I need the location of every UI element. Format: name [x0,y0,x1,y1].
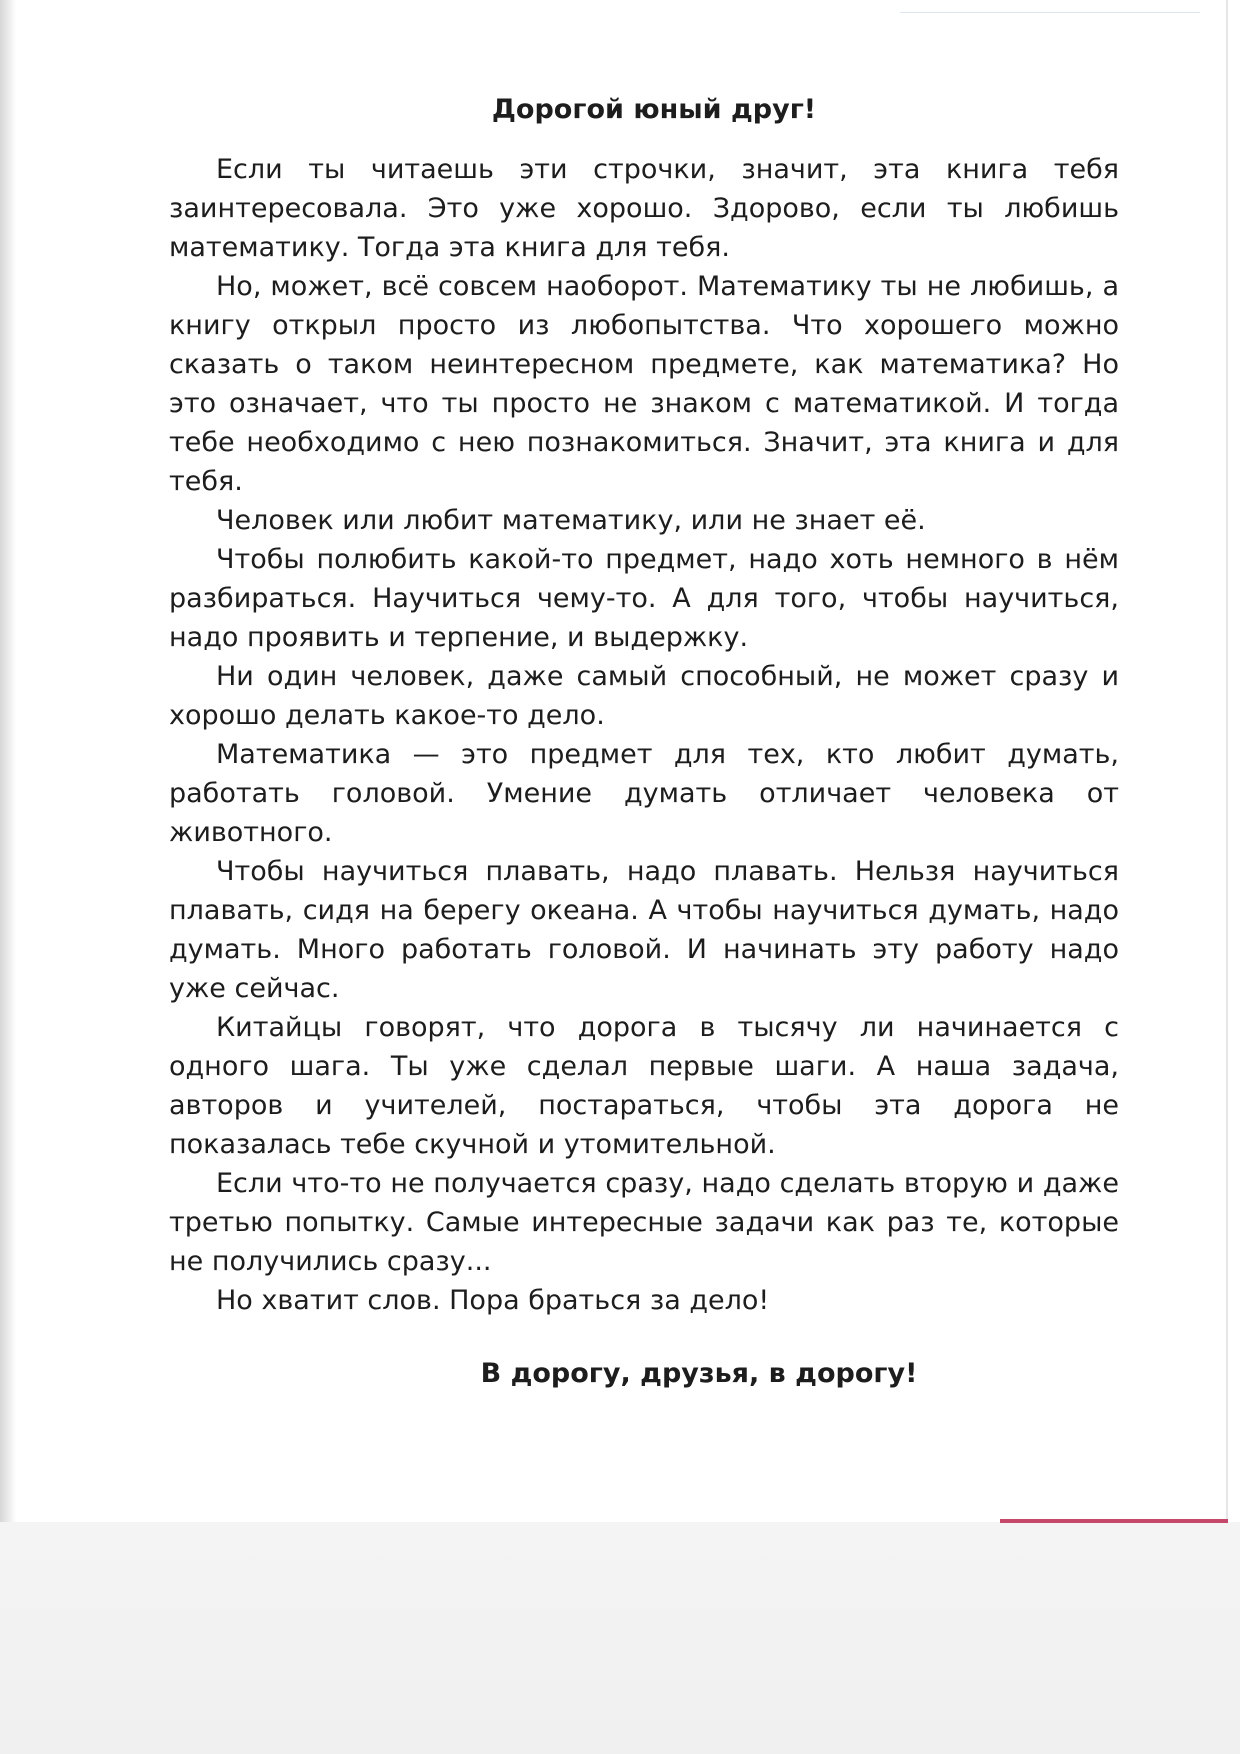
page-bottom-edge [1000,1519,1228,1523]
paragraph-9: Если что-то не получается сразу, надо сделать вторую и даже третью попытку. Самые интересные задачи как раз те, которые не получились сразу... [169,1168,1119,1277]
page-right-edge [1226,0,1228,1522]
paragraph-8: Китайцы говорят, что дорога в тысячу ли начинается с одного шага. Ты уже сделал первые шаги. А наша задача, авторов и учителей, постараться, чтобы эта дорога не показалась тебе скучной и утомительной. [169,1012,1119,1160]
scan-left-edge [0,0,16,1754]
paragraph-1: Если ты читаешь эти строчки, значит, эта книга тебя заинтересовала. Это уже хорошо. Здорово, если ты любишь математику. Тогда эта книга для тебя. [169,154,1119,263]
scan-top-line [900,12,1200,13]
paragraph-3: Человек или любит математику, или не знает её. [216,505,926,536]
closing-line: В дорогу, друзья, в дорогу! [480,1358,918,1389]
paragraph-4: Чтобы полюбить какой-то предмет, надо хоть немного в нём разбираться. Научиться чему-то. А для того, чтобы научиться, надо проявить и терпение, и выдержку. [169,544,1119,653]
paragraph-6: Математика — это предмет для тех, кто любит думать, работать головой. Умение думать отличает человека от животного. [169,739,1119,848]
paragraph-10: Но хватит слов. Пора браться за дело! [216,1285,770,1316]
paragraph-2: Но, может, всё совсем наоборот. Математику ты не любишь, а книгу открыл просто из любопытства. Что хорошего можно сказать о таком неинтересном предмете, как математика? Но это означает, что ты просто не знаком с математикой. И тогда тебе необходимо с нею познакомиться. Значит, эта книга и для тебя. [169,271,1119,497]
paragraph-5: Ни один человек, даже самый способный, не может сразу и хорошо делать какое-то дело. [169,661,1119,731]
page-content [169,90,1119,1394]
scan-bottom-band [0,1522,1240,1754]
page-title: Дорогой юный друг! [491,94,817,125]
paragraph-7: Чтобы научиться плавать, надо плавать. Нельзя научиться плавать, сидя на берегу океана. А чтобы научиться думать, надо думать. Много работать головой. И начинать эту работу надо уже сейчас. [169,856,1119,1004]
